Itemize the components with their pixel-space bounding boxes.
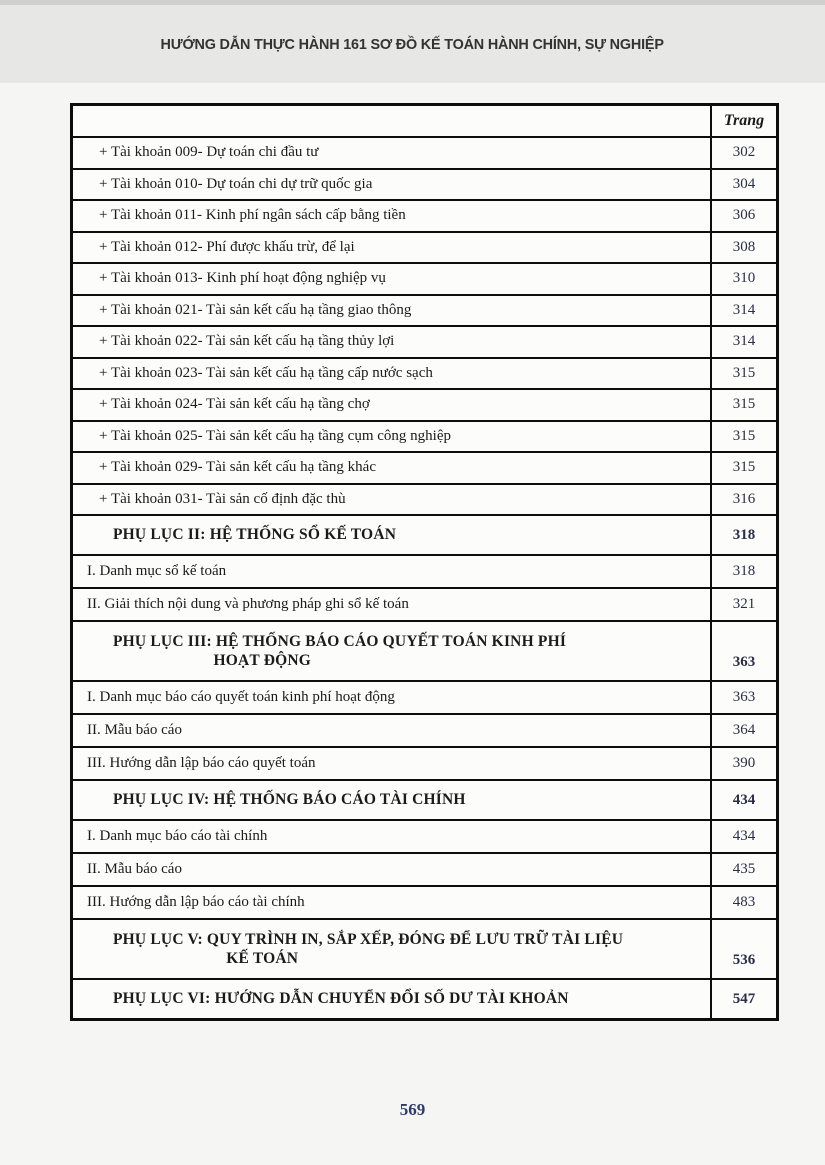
row-label-line1: I. Danh mục báo cáo quyết toán kinh phí hoạt động (87, 689, 395, 706)
row-page-number: 315 (732, 427, 756, 444)
row-label-line1: + Tài khoản 011- Kinh phí ngân sách cấp bằng tiền (99, 207, 406, 224)
table-row (73, 746, 776, 779)
row-label-line1: PHỤ LỤC IV: HỆ THỐNG BÁO CÁO TÀI CHÍNH (113, 791, 466, 809)
row-page-number: 308 (732, 238, 756, 255)
row-label-line1: + Tài khoản 022- Tài sản kết cấu hạ tầng thủy lợi (99, 333, 395, 350)
row-label (73, 422, 712, 452)
row-label (73, 781, 712, 819)
row-label-line1: I. Danh mục sổ kế toán (87, 563, 227, 580)
row-label-line2: HOẠT ĐỘNG (213, 652, 312, 669)
row-label (73, 327, 712, 357)
row-page-number: 315 (732, 459, 756, 476)
table-row (73, 779, 776, 819)
row-page-number: 314 (732, 333, 756, 350)
row-label-line1: + Tài khoản 010- Dự toán chi dự trữ quốc gia (99, 175, 373, 192)
row-label-line1: II. Giải thích nội dung và phương pháp ghi sổ kế toán (87, 596, 409, 613)
table-row (73, 451, 776, 483)
row-label-line1: II. Mẫu báo cáo (87, 722, 182, 739)
row-label (73, 485, 712, 515)
row-label (73, 390, 712, 420)
table-row (73, 420, 776, 452)
table-row (73, 918, 776, 978)
row-page-number: 314 (732, 301, 756, 318)
row-label (73, 980, 712, 1018)
row-page-number: 318 (732, 526, 756, 543)
row-page-number: 483 (732, 894, 756, 910)
table-row (73, 388, 776, 420)
table-row (73, 357, 776, 389)
row-label-line1: III. Hướng dẫn lập báo cáo quyết toán (87, 755, 316, 772)
table-row (73, 819, 776, 852)
row-label-line1: + Tài khoản 031- Tài sản cố định đặc thù (99, 490, 346, 507)
table-row (73, 587, 776, 620)
table-row (73, 620, 776, 680)
row-label (73, 138, 712, 168)
row-label-line1: + Tài khoản 021- Tài sản kết cấu hạ tầng giao thông (99, 301, 412, 318)
row-label-line1: II. Mẫu báo cáo (87, 861, 182, 878)
row-page-number: 306 (732, 207, 756, 224)
row-label (73, 453, 712, 483)
table-row (73, 168, 776, 200)
page-column-header: Trang (723, 112, 765, 129)
table-row (73, 231, 776, 263)
row-label (73, 622, 712, 680)
row-page-number: 318 (732, 563, 756, 579)
toc-rows (73, 136, 776, 1018)
toc-table (70, 103, 779, 1021)
table-header-row (73, 106, 776, 136)
row-label (73, 556, 712, 587)
row-page-number: 536 (732, 952, 756, 968)
row-label (73, 516, 712, 554)
row-label-line1: PHỤ LỤC III: HỆ THỐNG BÁO CÁO QUYẾT TOÁN KINH PHÍ (113, 632, 567, 650)
table-row (73, 978, 776, 1018)
row-page-number: 315 (732, 364, 756, 381)
running-title: HƯỚNG DẪN THỰC HÀNH 161 SƠ ĐỒ KẾ TOÁN HÀNH CHÍNH, SỰ NGHIỆP (160, 35, 665, 53)
row-label (73, 715, 712, 746)
row-label (73, 296, 712, 326)
row-page-number: 302 (732, 144, 756, 161)
table-row (73, 199, 776, 231)
row-label (73, 854, 712, 885)
table-row (73, 885, 776, 918)
row-label-line1: + Tài khoản 029- Tài sản kết cấu hạ tầng khác (99, 459, 376, 476)
row-label-line1: + Tài khoản 012- Phí được khấu trừ, để lại (99, 238, 355, 255)
table-row (73, 325, 776, 357)
row-label (73, 201, 712, 231)
row-page-number: 434 (732, 791, 756, 808)
page-header-band (0, 5, 825, 83)
table-row (73, 294, 776, 326)
row-page-number: 390 (732, 755, 756, 771)
row-label (73, 748, 712, 779)
row-label-line1: + Tài khoản 024- Tài sản kết cấu hạ tầng chợ (99, 396, 370, 413)
row-label-line1: + Tài khoản 025- Tài sản kết cấu hạ tầng cụm công nghiệp (99, 427, 451, 444)
row-page-number: 321 (732, 596, 756, 612)
table-row (73, 136, 776, 168)
table-row (73, 852, 776, 885)
row-label (73, 887, 712, 918)
header-empty-cell (73, 106, 712, 136)
row-label-line1: + Tài khoản 023- Tài sản kết cấu hạ tầng cấp nước sạch (99, 364, 433, 381)
row-page-number: 547 (732, 990, 756, 1007)
table-row (73, 483, 776, 515)
row-label (73, 170, 712, 200)
row-label-line1: PHỤ LỤC V: QUY TRÌNH IN, SẮP XẾP, ĐÓNG ĐỂ LƯU TRỮ TÀI LIỆU (113, 930, 624, 948)
page-body (0, 83, 825, 1119)
row-page-number: 434 (732, 828, 756, 844)
row-label-line2: KẾ TOÁN (226, 950, 299, 967)
table-row (73, 680, 776, 713)
table-row (73, 262, 776, 294)
row-label (73, 920, 712, 978)
row-label-line1: III. Hướng dẫn lập báo cáo tài chính (87, 894, 305, 911)
table-row (73, 514, 776, 554)
row-page-number: 364 (732, 722, 756, 738)
row-label-line1: + Tài khoản 009- Dự toán chi đầu tư (99, 144, 319, 161)
row-label-line1: PHỤ LỤC II: HỆ THỐNG SỔ KẾ TOÁN (113, 526, 397, 544)
row-label (73, 589, 712, 620)
row-label (73, 821, 712, 852)
footer-page-number: 569 (399, 1100, 426, 1119)
row-label-line1: PHỤ LỤC VI: HƯỚNG DẪN CHUYỂN ĐỔI SỐ DƯ TÀI KHOẢN (113, 990, 569, 1008)
row-label (73, 359, 712, 389)
table-row (73, 554, 776, 587)
row-page-number: 316 (732, 490, 756, 507)
row-page-number: 304 (732, 175, 756, 192)
row-page-number: 315 (732, 396, 756, 413)
table-row (73, 713, 776, 746)
row-label (73, 233, 712, 263)
row-label (73, 264, 712, 294)
row-page-number: 363 (732, 654, 756, 670)
row-label (73, 682, 712, 713)
row-page-number: 310 (732, 270, 756, 287)
row-page-number: 435 (732, 861, 756, 877)
row-page-number: 363 (732, 689, 756, 705)
row-label-line1: + Tài khoản 013- Kinh phí hoạt động nghiệp vụ (99, 270, 386, 287)
row-label-line1: I. Danh mục báo cáo tài chính (87, 828, 268, 845)
